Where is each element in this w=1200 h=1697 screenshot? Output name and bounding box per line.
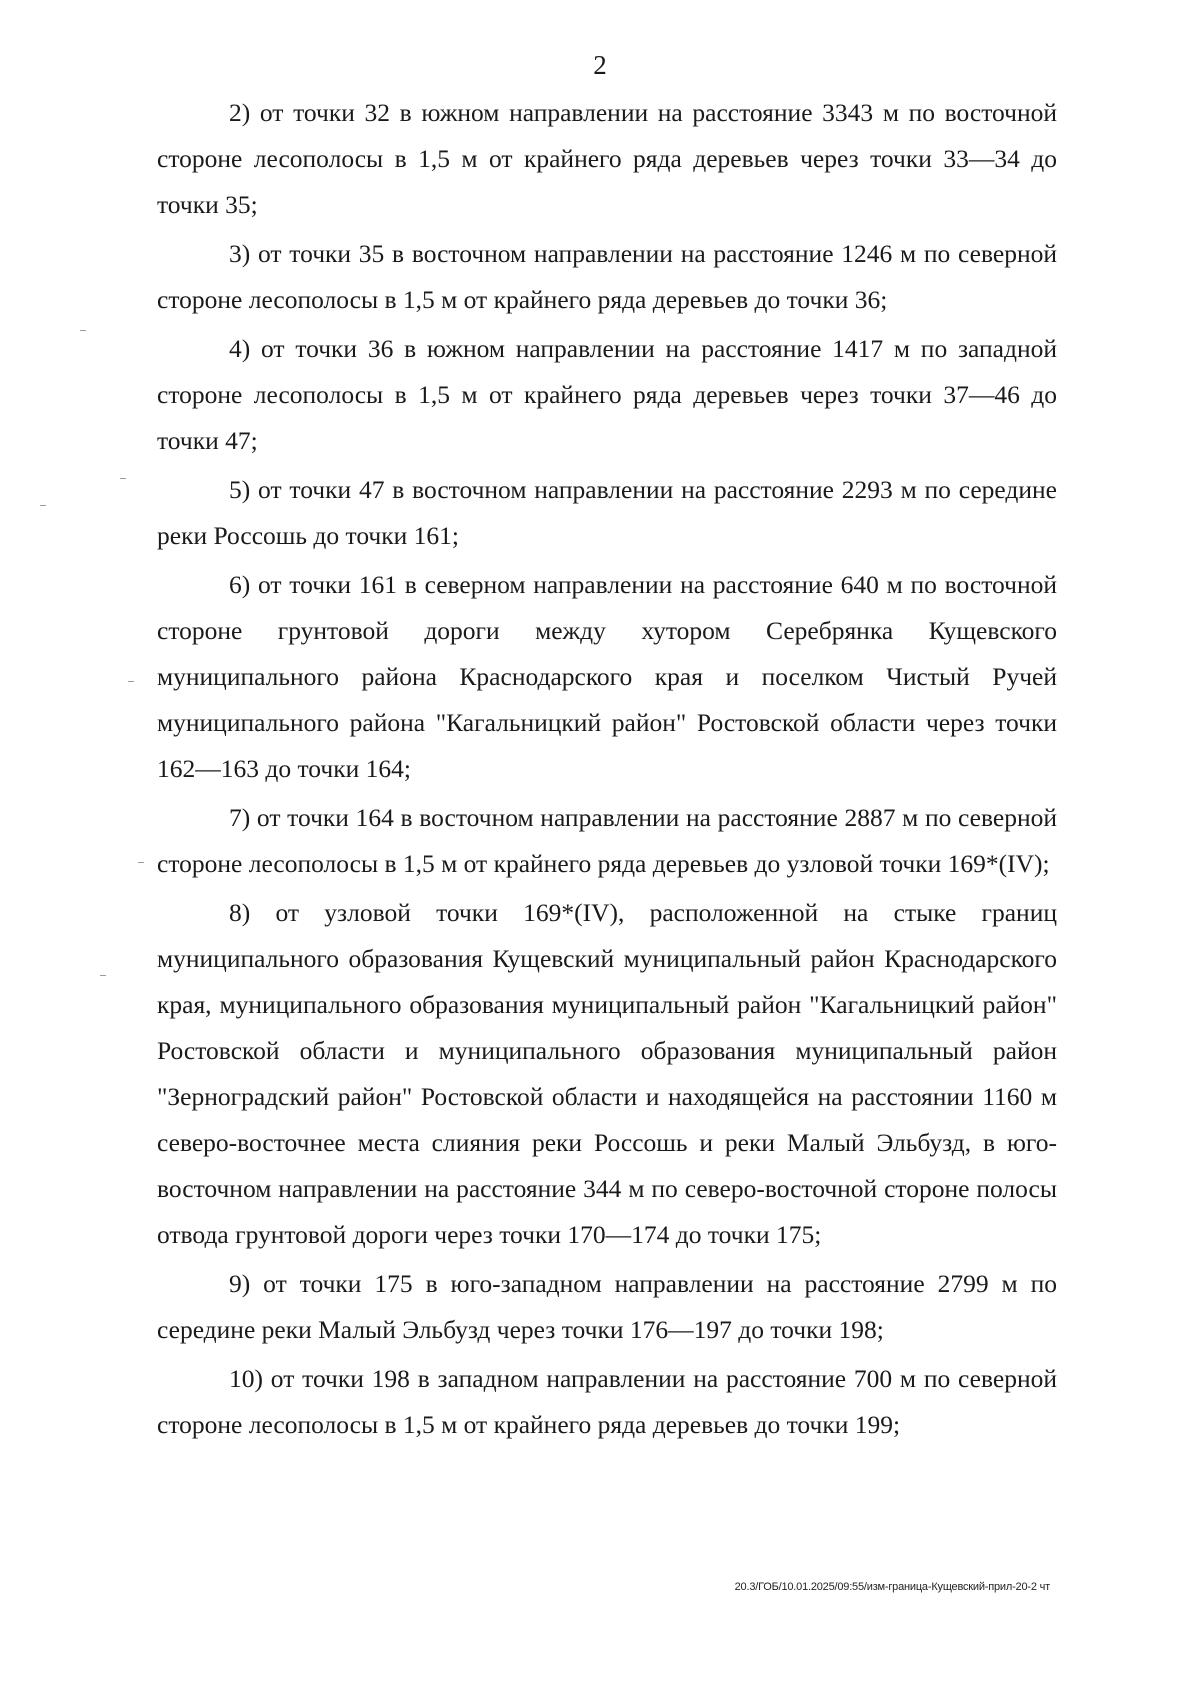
page-number: 2	[593, 50, 607, 80]
boundary-paragraph-10: 10) от точки 198 в западном направлении на расстояние 700 м по северной стороне лесополосы в 1,5 м от крайнего ряда деревьев до точки 199;	[157, 1364, 1057, 1439]
scan-speck	[40, 505, 46, 506]
scan-speck	[128, 681, 134, 682]
boundary-paragraph-5: 5) от точки 47 в восточном направлении на расстояние 2293 м по середине реки Россошь до точки 161;	[157, 475, 1057, 550]
scan-speck	[138, 862, 144, 863]
boundary-paragraph-6: 6) от точки 161 в северном направлении на расстояние 640 м по восточной стороне грунтовой дороги между хутором Серебрянка Кущевского муниципального района Краснодарского края и поселком Чистый Ручей муниципального района "Кагальницкий район" Ростовской области через точки 162—163 до точки 164;	[157, 570, 1057, 783]
boundary-paragraph-7: 7) от точки 164 в восточном направлении на расстояние 2887 м по северной стороне лесополосы в 1,5 м от крайнего ряда деревьев до узловой точки 169*(IV);	[157, 803, 1057, 878]
scan-speck	[80, 330, 86, 331]
boundary-paragraph-9: 9) от точки 175 в юго-западном направлении на расстояние 2799 м по середине реки Малый Эльбузд через точки 176—197 до точки 198;	[157, 1269, 1057, 1344]
scan-speck	[120, 478, 126, 479]
boundary-paragraph-4: 4) от точки 36 в южном направлении на расстояние 1417 м по западной стороне лесополосы в 1,5 м от крайнего ряда деревьев через точки 37—46 до точки 47;	[157, 334, 1057, 455]
scan-speck	[100, 975, 106, 976]
boundary-paragraph-3: 3) от точки 35 в восточном направлении на расстояние 1246 м по северной стороне лесополосы в 1,5 м от крайнего ряда деревьев до точки 36;	[157, 239, 1057, 314]
boundary-paragraph-8: 8) от узловой точки 169*(IV), расположенной на стыке границ муниципального образования Кущевский муниципальный район Краснодарского края, муниципального образования муниципальный район "Кагальницкий район" Ростовской области и муниципального образования муниципальный район "Зерноградский район" Ростовской области и находящейся на расстоянии 1160 м северо-восточнее места слияния реки Россошь и реки Малый Эльбузд, в юго-восточном направлении на расстояние 344 м по северо-восточной стороне полосы отвода грунтовой дороги через точки 170—174 до точки 175;	[157, 898, 1057, 1249]
document-body	[157, 90, 1057, 1451]
document-footer-code: 20.3/ГОБ/10.01.2025/09:55/изм-граница-Кущевский-прил-20-2 чт	[734, 1581, 1050, 1593]
boundary-paragraph-2: 2) от точки 32 в южном направлении на расстояние 3343 м по восточной стороне лесополосы в 1,5 м от крайнего ряда деревьев через точки 33—34 до точки 35;	[157, 98, 1057, 219]
